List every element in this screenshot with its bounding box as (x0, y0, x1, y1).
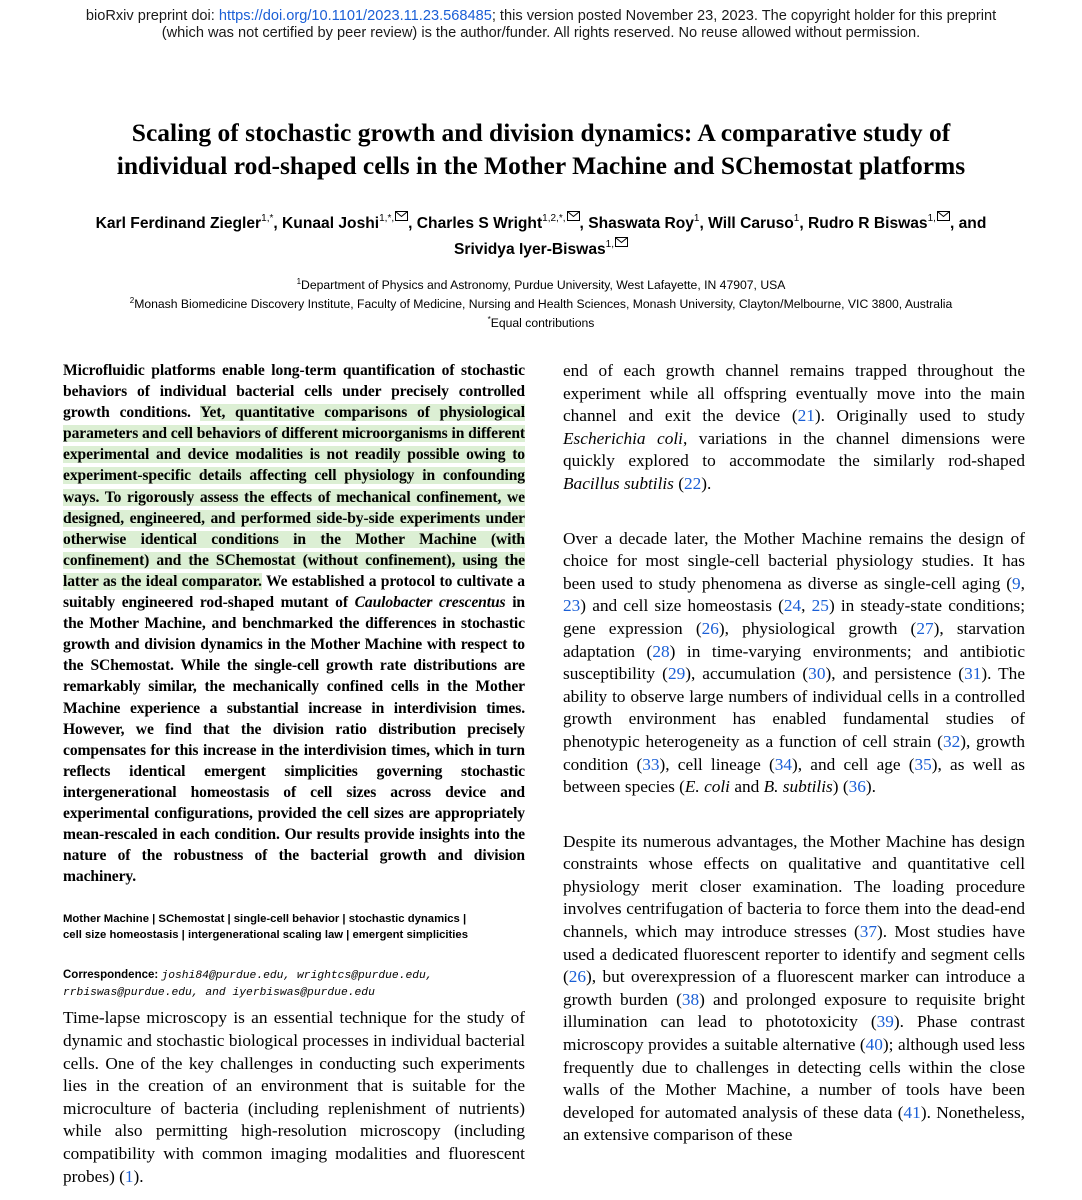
citation-link[interactable]: 21 (797, 406, 815, 426)
citation-link[interactable]: 1 (124, 1166, 134, 1186)
title-line-2: individual rod-shaped cells in the Mother Machine and SChemostat platforms (116, 151, 966, 180)
banner-line-2: (which was not certified by peer review) is the author/funder. All rights reserved. No reuse allowed without permission. (161, 25, 921, 41)
doi-link[interactable]: https://doi.org/10.1101/2023.11.23.568485 (218, 8, 492, 24)
citation-link[interactable]: 26 (568, 967, 587, 987)
equal-contribution-note: *Equal contributions (487, 315, 595, 331)
citation-link[interactable]: 31 (964, 664, 982, 684)
author: Srividya Iyer-Biswas$^{1,}$ (454, 241, 628, 258)
correspondence: Correspondence: joshi84@purdue.edu, wrightcs@purdue.edu, rrbiswas@purdue.edu, and iyerbiswas@purdue.edu (63, 969, 433, 999)
citation-link[interactable]: 39 (876, 1012, 894, 1032)
author-list: Karl Ferdinand Ziegler$^{1,*}$, Kunaal Joshi$^{1,*,}$ , Charles S Wright$^{1,2,*,}$ , Shaswata Roy$^1$, Will Caruso$^1$, Rudro R Biswas$^{1,}$ , and Srividya Iyer-Biswas$^{1,}$ (95, 213, 987, 258)
citation-link[interactable]: 37 (859, 922, 878, 942)
abstract: Microfluidic platforms enable long-term quantification of stochastic behaviors of individual bacterial cells under precisely controlled growth conditions. Yet, quantitative comparisons of physiological parameters and cell behaviors of different microorganisms in different experimental and device modalities is not readily possible owing to experiment-specific details affecting cell physiology in confounding ways. To rigorously assess the effects of mechanical confinement, we designed, engineered, and performed side-by-side experiments under otherwise identical conditions in the Mother Machine (with confinement) and the SChemostat (without confinement), using the latter as the ideal comparator. We established a protocol to cultivate a suitably engineered rod-shaped mutant of Caulobacter crescentus in the Mother Machine, and benchmarked the differences in stochastic growth and division dynamics in the Mother Machine with respect to the SChemostat. While the single-cell growth rate distributions are remarkably similar, the mechanically confined cells in the Mother Machine experience a substantial increase in interdivision times. However, we find that the division ratio distribution precisely compensates for this increase in the interdivision times, which in turn reflects identical emergent simplicities governing stochastic intergenerational homeostasis of cell sizes across device and experimental configurations, provided the cell sizes are appropriately mean-rescaled in each condition. Our results provide insights into the nature of the robustness of the bacterial growth and division machinery. (63, 362, 525, 886)
body-paragraph: Over a decade later, the Mother Machine remains the design of choice for most single-cell bacterial physiology studies. It has been used to study phenomena as diverse as single-cell aging (9, 23) and cell size homeostasis (24, 25) in steady-state conditions; gene expression (26), physiological growth (27), starvation adaptation (28) in time-varying environments; and antibiotic susceptibility (29), accumulation (30), and persistence (31). The ability to observe large numbers of individual cells in a controlled growth environment has enabled fundamental studies of phenotypic heterogeneity as a function of cell strain (32), growth condition (33), cell lineage (34), and cell age (35), as well as between species (E. coli and B. subtilis) (36). (563, 528, 1026, 797)
citation-link[interactable]: 25 (811, 596, 829, 616)
affiliation-2: $^2$Monash Biomedicine Discovery Institute, Faculty of Medicine, Nursing and Health Sciences, Monash University, Clayton/Melbourne, VIC 3800, Australia (129, 296, 953, 312)
author: Shaswata Roy$^1$ (588, 213, 700, 233)
body-paragraph: end of each growth channel remains trapped throughout the experiment while all offspring eventually move into the main channel and exit the device (21). Originally used to study Escherichia coli, variations in the channel dimensions were quickly explored to accommodate the similarly rod-shaped Bacillus subtilis (22). (563, 361, 1025, 493)
citation-link[interactable]: 24 (783, 596, 802, 616)
citation-link[interactable]: 28 (652, 641, 670, 661)
citation-link[interactable]: 40 (865, 1035, 883, 1055)
citation-link[interactable]: 36 (848, 777, 866, 797)
right-column (563, 360, 1025, 1147)
body-paragraph: Despite its numerous advantages, the Mother Machine has design constraints whose effects on qualitative and quantitative cell physiology merit closer examination. The loading procedure involves centrifugation of bacteria to force them into the dead-end channels, which may introduce stresses (37). Most studies have used a dedicated fluorescent reporter to identify and segment cells (26), but overexpression of a fluorescent marker can introduce a growth burden (38) and prolonged exposure to requisite bright illumination can lead to phototoxicity (39). Phase contrast microscopy provides a suitable alternative (40); although used less frequently due to challenges in detecting cells within the close walls of the Mother Machine, a number of tools have been developed for automated analysis of these data (41). Nonetheless, an extensive comparison of these (563, 831, 1025, 1145)
preprint-banner (0, 8, 1082, 42)
citation-link[interactable]: 27 (916, 618, 934, 638)
paper-title (40, 116, 1042, 182)
affiliation-1: $^1$Department of Physics and Astronomy, Purdue University, West Lafayette, IN 47907, USA (296, 277, 786, 293)
title-line-1: Scaling of stochastic growth and division dynamics: A comparative study of (131, 118, 951, 147)
author: Karl Ferdinand Ziegler$^{1,*}$ (95, 213, 274, 233)
left-column (63, 360, 525, 1188)
mail-icon[interactable] (567, 211, 580, 221)
keywords: Mother Machine | SChemostat | single-cell behavior | stochastic dynamics | cell size homeostasis | intergenerational scaling law | emergent simplicities (63, 913, 468, 941)
citation-link[interactable]: 32 (942, 731, 961, 751)
citation-link[interactable]: 26 (701, 618, 719, 638)
mail-icon[interactable] (395, 211, 408, 221)
citation-link[interactable]: 29 (667, 664, 686, 684)
citation-link[interactable]: 30 (808, 664, 826, 684)
citation-link[interactable]: 33 (642, 754, 660, 774)
email-list[interactable]: rrbiswas@purdue.edu, and iyerbiswas@purdue.edu (63, 986, 375, 999)
author: Will Caruso$^1$ (708, 213, 800, 233)
citation-link[interactable]: 9 (1012, 573, 1021, 593)
author: Charles S Wright$^{1,2,*,}$ (417, 215, 580, 232)
affiliations (40, 274, 1042, 331)
email-list[interactable]: joshi84@purdue.edu, wrightcs@purdue.edu, (161, 970, 433, 983)
mail-icon[interactable] (615, 237, 628, 247)
citation-link[interactable]: 34 (774, 754, 793, 774)
citation-link[interactable]: 35 (914, 754, 932, 774)
citation-link[interactable]: 23 (563, 596, 581, 616)
citation-link[interactable]: 38 (681, 989, 700, 1009)
banner-line-1: bioRxiv preprint doi: https://doi.org/10.1101/2023.11.23.568485; this version posted November 23, 2023. The copyright holder for this preprint (85, 8, 997, 24)
intro-paragraph: Time-lapse microscopy is an essential technique for the study of dynamic and stochastic biological processes in individual bacterial cells. One of the key challenges in conducting such experiments lies in the creation of an environment that is suitable for the microculture of bacteria (including replenishment of nutrients) while also permitting high-resolution microscopy (including compatibility with common imaging modalities and fluorescent probes) (1). (63, 1008, 525, 1186)
mail-icon[interactable] (937, 211, 950, 221)
citation-link[interactable]: 22 (684, 473, 702, 493)
highlighted-text: Yet, quantitative comparisons of physiological parameters and cell behaviors of different microorganisms in different experimental and device modalities is not readily possible owing to experiment-specific details affecting cell physiology in confounding ways. To rigorously assess the effects of mechanical confinement, we designed, engineered, and performed side-by-side experiments under otherwise identical conditions in the Mother Machine (with confinement) and the SChemostat (without confinement), using the latter as the ideal comparator. (63, 404, 525, 590)
author: Kunaal Joshi$^{1,*,}$ (282, 215, 408, 232)
citation-link[interactable]: 41 (903, 1102, 921, 1122)
author: Rudro R Biswas$^{1,}$ (808, 215, 950, 232)
